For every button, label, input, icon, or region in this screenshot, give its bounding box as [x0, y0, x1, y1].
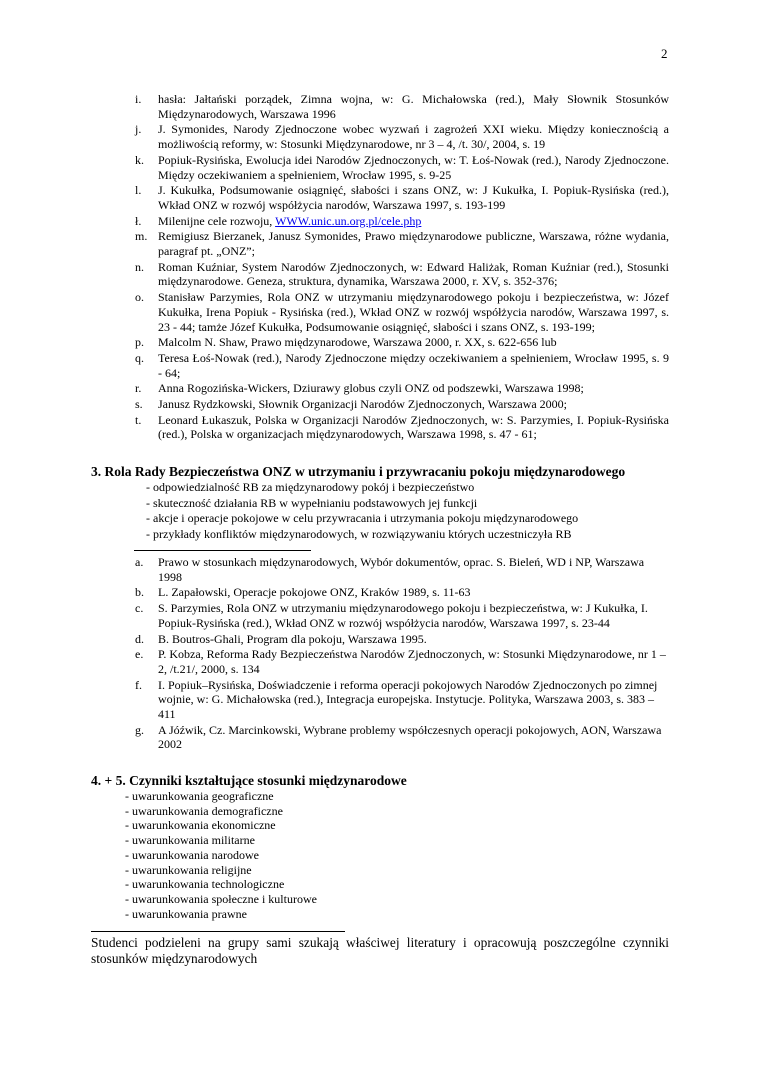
- reference-marker: r.: [135, 381, 142, 396]
- reference-item: [135, 412, 669, 442]
- reference-text: [158, 214, 669, 229]
- reference-item: [135, 229, 669, 259]
- reference-marker: m.: [135, 229, 148, 244]
- reference-marker: k.: [135, 152, 144, 167]
- reference-item: [135, 555, 670, 584]
- reference-text-content: J. Symonides, Narody Zjednoczone wobec wyzwań i zagrożeń XXI wieku. Między koniecznością a możliwością reformy, w: Stosunki Międzynarodowe, nr 3 – 4, /t. 30/, 2004, s. 19: [158, 122, 669, 152]
- reference-text: [158, 678, 670, 722]
- reference-text-content: Milenijne cele rozwoju,: [158, 213, 276, 228]
- reference-text: [158, 723, 670, 752]
- reference-marker: ł.: [135, 213, 142, 228]
- reference-item: [135, 152, 669, 182]
- reference-list-onz: [135, 92, 669, 443]
- reference-text-content: Anna Rogozińska-Wickers, Dziurawy globus czyli ONZ od podszewki, Warszawa 1998;: [158, 381, 584, 396]
- reference-marker: g.: [135, 722, 144, 737]
- reference-text: [158, 632, 670, 647]
- reference-marker: a.: [135, 555, 144, 569]
- reference-item: [135, 213, 669, 229]
- reference-text-content: Janusz Rydzkowski, Słownik Organizacji Narodów Zjednoczonych, Warszawa 2000;: [158, 397, 568, 412]
- reference-item: [135, 381, 669, 396]
- reference-text: [158, 290, 669, 334]
- reference-marker: i.: [135, 92, 142, 106]
- reference-item: [135, 722, 670, 752]
- reference-item: [135, 585, 670, 600]
- reference-text-content: S. Parzymies, Rola ONZ w utrzymaniu międzynarodowego pokoju i bezpieczeństwa, w: J Kukułka, I. Popiuk-Rysińska (red.), Wkład ONZ w rozwój współżycia narodów, Warszawa 1997, s. 23-44: [158, 601, 648, 630]
- reference-text: [158, 351, 669, 380]
- reference-text: [158, 153, 669, 182]
- reference-text-content: L. Zapałowski, Operacje pokojowe ONZ, Kraków 1989, s. 11-63: [158, 585, 471, 600]
- reference-item: [135, 183, 669, 212]
- bullet-point: - uwarunkowania narodowe: [125, 847, 259, 862]
- bullet-point: - akcje i operacje pokojowe w celu przywracania i utrzymania pokoju międzynarodowego: [146, 511, 579, 525]
- reference-text: [158, 585, 670, 600]
- reference-marker: q.: [135, 350, 144, 365]
- reference-text: [158, 122, 669, 151]
- reference-text: [158, 413, 669, 442]
- divider-rule: [134, 550, 311, 551]
- reference-marker: j.: [135, 122, 142, 137]
- section-4-5-points: [125, 789, 317, 921]
- bullet-point: - odpowiedzialność RB za międzynarodowy pokój i bezpieczeństwo: [146, 480, 475, 494]
- bullet-point: - uwarunkowania ekonomiczne: [125, 818, 276, 833]
- reference-marker: o.: [135, 290, 144, 305]
- bullet-point: - uwarunkowania religijne: [125, 862, 252, 877]
- reference-text: [158, 183, 669, 212]
- reference-text-content: A Jóźwik, Cz. Marcinkowski, Wybrane problemy współczesnych operacji pokojowych, AON, Warszawa 2002: [158, 722, 662, 752]
- reference-marker: s.: [135, 397, 143, 412]
- reference-marker: p.: [135, 335, 144, 350]
- reference-item: [135, 397, 669, 412]
- reference-text-content: hasła: Jałtański porządek, Zimna wojna, w: G. Michałowska (red.), Mały Słownik Stosunków Międzynarodowych, Warszawa 1996: [158, 92, 669, 121]
- reference-item: [135, 647, 670, 676]
- reference-text-content: Popiuk-Rysińska, Ewolucja idei Narodów Zjednoczonych, w: T. Łoś-Nowak (red.), Narody Zjednoczone. Między oczekiwaniem a spełnieniem, Wrocław 1995, s. 9-25: [158, 152, 669, 182]
- reference-text-content: P. Kobza, Reforma Rady Bezpieczeństwa Narodów Zjednoczonych, w: Stosunki Międzynarodowe, nr 1 – 2, /t.21/, 2000, s. 134: [158, 647, 666, 676]
- section-3-points: [146, 480, 578, 542]
- reference-item: [135, 631, 670, 647]
- reference-text-content: Leonard Łukaszuk, Polska w Organizacji Narodów Zjednoczonych, w: S. Parzymies, I. Popiuk-Rysińska (red.), Polska w organizacjach międzynarodowych, Warszawa 1998, s. 47 - 61;: [158, 412, 669, 442]
- bullet-point: - skuteczność działania RB w wypełnianiu podstawowych jej funkcji: [146, 495, 478, 510]
- reference-list-rb: [135, 555, 670, 753]
- footnote-divider: [91, 931, 345, 932]
- reference-text-content: I. Popiuk–Rysińska, Doświadczenie i reforma operacji pokojowych Narodów Zjednoczonych po zimnej wojnie, w: G. Michałowska (red.), Integracja europejska. Instytucje. Polityka, Warszawa 2003, s. 383 – 411: [158, 677, 658, 722]
- reference-marker: d.: [135, 631, 144, 646]
- reference-item: [135, 92, 669, 121]
- reference-marker: c.: [135, 601, 144, 616]
- reference-text-content: Teresa Łoś-Nowak (red.), Narody Zjednoczone między oczekiwaniem a spełnieniem, Wrocław 1995, s. 9 - 64;: [158, 350, 669, 380]
- reference-text-content: Roman Kuźniar, System Narodów Zjednoczonych, w: Edward Haliżak, Roman Kuźniar (red.), Stosunki międzynarodowe. Geneza, struktura, dynamika, Warszawa 2000, r. XV, s. 352-376;: [158, 259, 669, 289]
- bullet-point: - przykłady konfliktów międzynarodowych, w rozwiązywaniu których uczestniczyła RB: [146, 526, 572, 541]
- reference-marker: t.: [135, 412, 142, 427]
- reference-link[interactable]: WWW.unic.un.org.pl/cele.php: [275, 213, 422, 228]
- reference-text-content: Malcolm N. Shaw, Prawo międzynarodowe, Warszawa 2000, r. XX, s. 622-656 lub: [158, 335, 557, 350]
- reference-text-content: B. Boutros-Ghali, Program dla pokoju, Warszawa 1995.: [158, 631, 427, 646]
- bullet-point: - uwarunkowania geograficzne: [125, 789, 274, 803]
- reference-marker: l.: [135, 183, 142, 198]
- reference-text-content: Prawo w stosunkach międzynarodowych, Wybór dokumentów, oprac. S. Bieleń, WD i NP, Warszawa 1998: [158, 555, 645, 584]
- reference-marker: e.: [135, 647, 144, 662]
- reference-text: [158, 335, 669, 350]
- reference-item: [135, 290, 669, 334]
- reference-item: [135, 259, 669, 289]
- reference-text: [158, 601, 670, 630]
- reference-marker: n.: [135, 259, 144, 274]
- reference-item: [135, 677, 670, 722]
- reference-item: [135, 122, 669, 152]
- section-4-5-heading: 4. + 5. Czynniki kształtujące stosunki międzynarodowe: [91, 773, 407, 788]
- reference-marker: b.: [135, 585, 144, 600]
- reference-text: [158, 555, 670, 584]
- reference-text: [158, 397, 669, 412]
- reference-marker: f.: [135, 677, 142, 692]
- footnote-text: Studenci podzieleni na grupy sami szukają właściwej literatury i opracowują poszczególne czynniki stosunków międzynarodowych: [91, 935, 669, 966]
- reference-text: [158, 381, 669, 396]
- bullet-point: - uwarunkowania technologiczne: [125, 877, 285, 892]
- reference-text: [158, 647, 670, 676]
- section-3-heading: 3. Rola Rady Bezpieczeństwa ONZ w utrzymaniu i przywracaniu pokoju międzynarodowego: [91, 464, 626, 479]
- reference-item: [135, 335, 669, 350]
- reference-item: [135, 601, 670, 630]
- bullet-point: - uwarunkowania militarne: [125, 833, 255, 848]
- reference-text-content: Remigiusz Bierzanek, Janusz Symonides, Prawo międzynarodowe publiczne, Warszawa, różne wydania, paragraf pt. „ONZ”;: [158, 229, 669, 259]
- bullet-point: - uwarunkowania demograficzne: [125, 803, 283, 818]
- reference-text: [158, 229, 669, 258]
- reference-text: [158, 92, 669, 121]
- reference-text-content: Stanisław Parzymies, Rola ONZ w utrzymaniu międzynarodowego pokoju i bezpieczeństwa, w: Józef Kukułka, Irena Popiuk - Rysińska (red.), Wkład ONZ w rozwój współżycia narodów, Warszawa 1997, s. 23 - 44; tamże Józef Kukułka, Podsumowanie osiągnięć, słabości i szans ONZ, s. 193-199;: [158, 290, 669, 334]
- reference-text-content: J. Kukułka, Podsumowanie osiągnięć, słabości i szans ONZ, w: J Kukułka, I. Popiuk-Rysińska (red.), Wkład ONZ w rozwój współżycia narodów, Warszawa 1997, s. 193-199: [158, 183, 669, 212]
- page-number: 2: [661, 46, 668, 61]
- reference-text: [158, 260, 669, 289]
- bullet-point: - uwarunkowania prawne: [125, 906, 247, 921]
- bullet-point: - uwarunkowania społeczne i kulturowe: [125, 891, 317, 906]
- reference-item: [135, 350, 669, 380]
